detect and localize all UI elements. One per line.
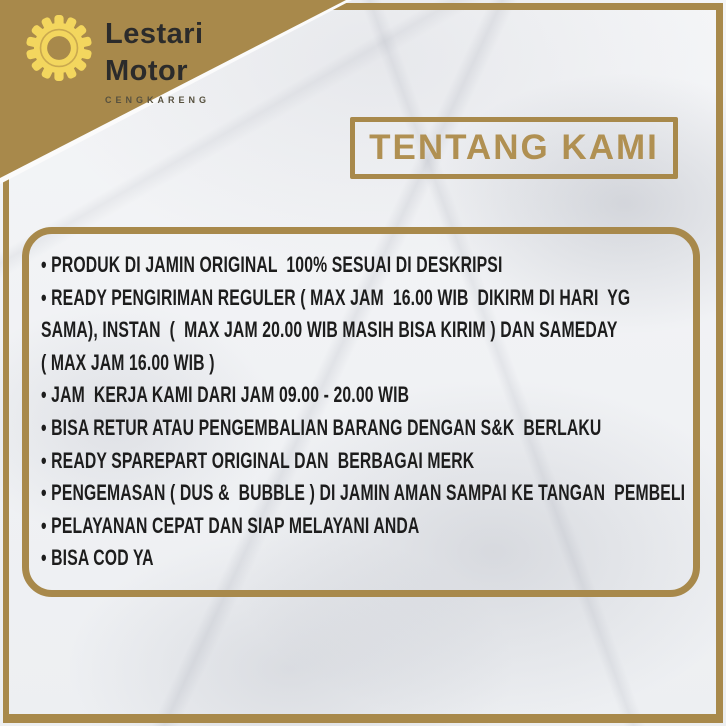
gear-icon xyxy=(26,15,92,81)
brand-text-block xyxy=(105,12,210,105)
about-line: • PENGEMASAN ( DUS & BUBBLE ) DI JAMIN AMAN SAMPAI KE TANGAN PEMBELI xyxy=(41,480,686,506)
about-line: SAMA), INSTAN ( MAX JAM 20.00 WIB MASIH BISA KIRIM ) DAN SAMEDAY xyxy=(41,317,618,343)
brand-name-line2: Motor xyxy=(105,55,189,87)
page-title-box xyxy=(350,117,678,179)
about-line: • BISA COD YA xyxy=(41,545,154,571)
about-line: • BISA RETUR ATAU PENGEMBALIAN BARANG DENGAN S&K BERLAKU xyxy=(41,414,602,440)
about-line: ( MAX JAM 16.00 WIB ) xyxy=(41,349,215,375)
about-line: • READY PENGIRIMAN REGULER ( MAX JAM 16.00 WIB DIKIRM DI HARI YG xyxy=(41,284,631,310)
about-line: • READY SPAREPART ORIGINAL DAN BERBAGAI MERK xyxy=(41,447,475,473)
brand-name-line1: Lestari xyxy=(105,18,204,50)
about-list xyxy=(41,249,688,575)
about-line: • PRODUK DI JAMIN ORIGINAL 100% SESUAI DI DESKRIPSI xyxy=(41,252,503,277)
brand-location: CENGKARENG xyxy=(105,95,211,105)
brand-logo xyxy=(26,12,210,105)
page-title: TENTANG KAMI xyxy=(369,128,659,167)
about-box xyxy=(22,227,700,597)
about-line: • JAM KERJA KAMI DARI JAM 09.00 - 20.00 WIB xyxy=(41,382,410,408)
about-line: • PELAYANAN CEPAT DAN SIAP MELAYANI ANDA xyxy=(41,512,420,538)
